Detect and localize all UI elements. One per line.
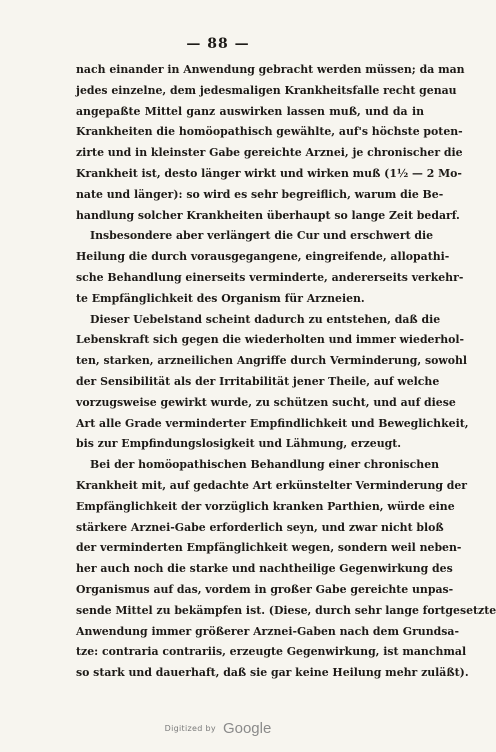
text-line: Krankheit ist, desto länger wirkt und wirken muß (1½ — 2 Mo-	[76, 166, 462, 180]
text-line: zirte und in kleinster Gabe gereichte Arznei, je chronischer die	[76, 146, 463, 160]
text-line: angepaßte Mittel ganz auswirken lassen muß, und da in	[76, 104, 424, 118]
text-line: Dieser Uebelstand scheint dadurch zu entstehen, daß die	[90, 312, 441, 326]
text-line: stärkere Arznei-Gabe erforderlich seyn, und zwar nicht bloß	[76, 520, 444, 534]
text-line: tze: contraria contrariis, erzeugte Gegenwirkung, ist manchmal	[76, 645, 467, 659]
text-line: bis zur Empfindungslosigkeit und Lähmung, erzeugt.	[76, 437, 402, 451]
body-text	[76, 60, 496, 684]
text-line: Heilung die durch vorausgegangene, eingreifende, allopathi-	[76, 250, 450, 264]
text-line: vorzugsweise gewirkt wurde, zu schützen sucht, und auf diese	[76, 395, 456, 409]
text-line: ten, starken, arzneilichen Angriffe durch Verminderung, sowohl	[76, 354, 468, 368]
text-line: te Empfänglichkeit des Organism für Arzneien.	[76, 291, 365, 305]
text-line: Bei der homöopathischen Behandlung einer chronischen	[90, 458, 440, 472]
text-line: Empfänglichkeit der vorzüglich kranken Parthien, würde eine	[76, 499, 455, 513]
text-line: handlung solcher Krankheiten überhaupt so lange Zeit bedarf.	[76, 208, 460, 222]
text-line: Organismus auf das, vordem in großer Gabe gereichte unpas-	[76, 582, 454, 596]
text-line: sche Behandlung einerseits verminderte, andererseits verkehr-	[76, 270, 464, 284]
text-line: Insbesondere aber verlängert die Cur und erschwert die	[90, 229, 434, 243]
page-number: — 88 —	[186, 36, 250, 52]
digitized-watermark	[0, 718, 436, 737]
text-line: der verminderten Empfänglichkeit wegen, sondern weil neben-	[76, 541, 462, 555]
text-line: her auch noch die starke und nachtheilige Gegenwirkung des	[76, 562, 453, 576]
digitized-label: Digitized by	[164, 724, 216, 733]
text-line: Anwendung immer größerer Arznei-Gaben nach dem Grundsa-	[76, 624, 459, 638]
text-line: jedes einzelne, dem jedesmaligen Krankheitsfalle recht genau	[76, 83, 457, 97]
text-line: sende Mittel zu bekämpfen ist. (Diese, durch sehr lange fortgesetzte	[76, 603, 496, 617]
text-line: so stark und dauerhaft, daß sie gar keine Heilung mehr zuläßt).	[76, 666, 469, 680]
text-line: Lebenskraft sich gegen die wiederholten und immer wiederhol-	[76, 333, 465, 347]
text-line: Krankheit mit, auf gedachte Art erkünstelter Verminderung der	[76, 478, 468, 492]
text-line: nach einander in Anwendung gebracht werden müssen; da man	[76, 63, 465, 76]
text-line: nate und länger): so wird es sehr begreiflich, warum die Be-	[76, 187, 444, 201]
google-logo: Google	[222, 720, 272, 737]
text-line: Krankheiten die homöopathisch gewählte, auf's höchste poten-	[76, 125, 463, 139]
text-line: der Sensibilität als der Irritabilität jener Theile, auf welche	[76, 374, 440, 388]
text-line: Art alle Grade verminderter Empfindlichkeit und Beweglichkeit,	[76, 416, 469, 430]
